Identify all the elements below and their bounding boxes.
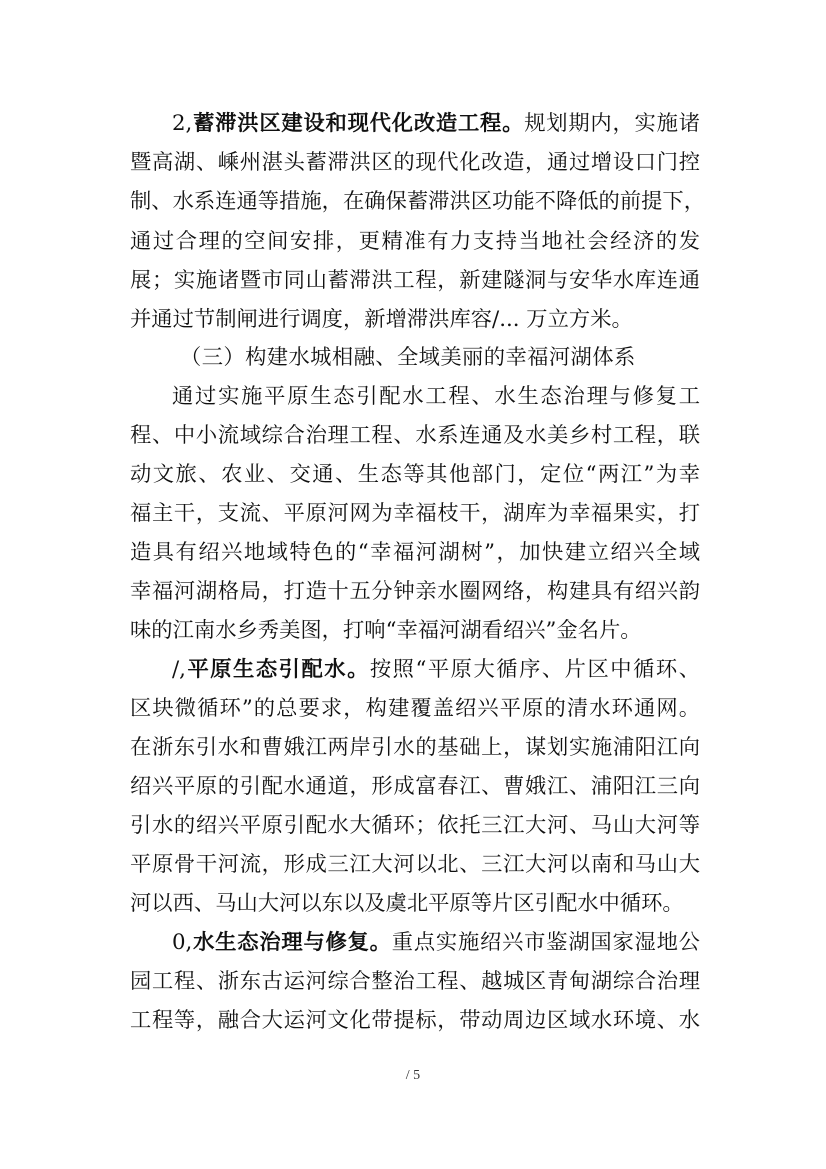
item0-number: 0, [172,930,193,955]
item2-number: 2, [172,111,193,136]
item2-line1-rest: 规划期内，实施诸 [524,111,700,136]
item2-line: 通过合理的空间安排，更精准有力支持当地社会经济的发 [130,229,700,254]
intro-line: 福主干，支流、平原河网为幸福枝干，湖库为幸福果实，打 [130,501,700,526]
item1-line: 在浙东引水和曹娥江两岸引水的基础上，谋划实施浦阳江向 [130,735,700,760]
page-number: / 5 [405,1068,421,1083]
intro-line: 动文旅、农业、交通、生态等其他部门，定位“两江”为幸 [130,462,700,487]
item0-line1-rest: 重点实施绍兴市鉴湖国家湿地公 [391,930,700,955]
intro-line: 幸福河湖格局，打造十五分钟亲水圈网络，构建具有绍兴韵 [130,579,700,604]
item2-line: 制、水系连通等措施，在确保蓄滞洪区功能不降低的前提下， [130,189,706,214]
item1-number: /, [172,657,186,682]
item0-first-line [172,929,700,957]
item2-line: 展；实施诸暨市同山蓄滞洪工程，新建隧洞与安华水库连通 [130,268,700,293]
item1-line: 区块微循环”的总要求，构建覆盖绍兴平原的清水环通网。 [130,696,700,721]
item2-line: 暨高湖、嵊州湛头蓄滞洪区的现代化改造，通过增设口门控 [130,150,700,175]
section-heading: （三）构建水城相融、全域美丽的幸福河湖体系 [180,345,636,370]
item0-title: 水生态治理与修复。 [192,930,392,955]
item1-line: 引水的绍兴平原引配水大循环；依托三江大河、马山大河等 [130,813,700,838]
item1-line: 平原骨干河流，形成三江大河以北、三江大河以南和马山大 [130,852,700,877]
item0-line: 工程等，融合大运河文化带提标，带动周边区域水环境、水 [130,1008,700,1033]
intro-line: 通过实施平原生态引配水工程、水生态治理与修复工 [172,384,700,409]
intro-line: 味的江南水乡秀美图，打响“幸福河湖看绍兴”金名片。 [130,618,642,643]
item0-line: 园工程、浙东古运河综合整治工程、越城区青甸湖综合治理 [130,969,700,994]
item1-title: 平原生态引配水。 [185,657,370,682]
intro-line: 程、中小流域综合治理工程、水系连通及水美乡村工程，联 [130,423,700,448]
item1-line: 河以西、马山大河以东以及虞北平原等片区引配水中循环。 [130,891,684,916]
item1-line1-rest: 按照“平原大循序、片区中循环、 [369,657,700,682]
intro-line: 造具有绍兴地域特色的“幸福河湖树”，加快建立绍兴全域 [130,540,700,565]
item2-line: 并通过节制闸进行调度，新增滞洪库容/... 万立方米。 [130,307,633,332]
item1-line: 绍兴平原的引配水通道，形成富春江、曹娥江、浦阳江三向 [130,774,700,799]
item2-title: 蓄滞洪区建设和现代化改造工程。 [192,111,525,136]
item1-first-line [172,656,700,684]
item2-first-line [172,110,700,138]
